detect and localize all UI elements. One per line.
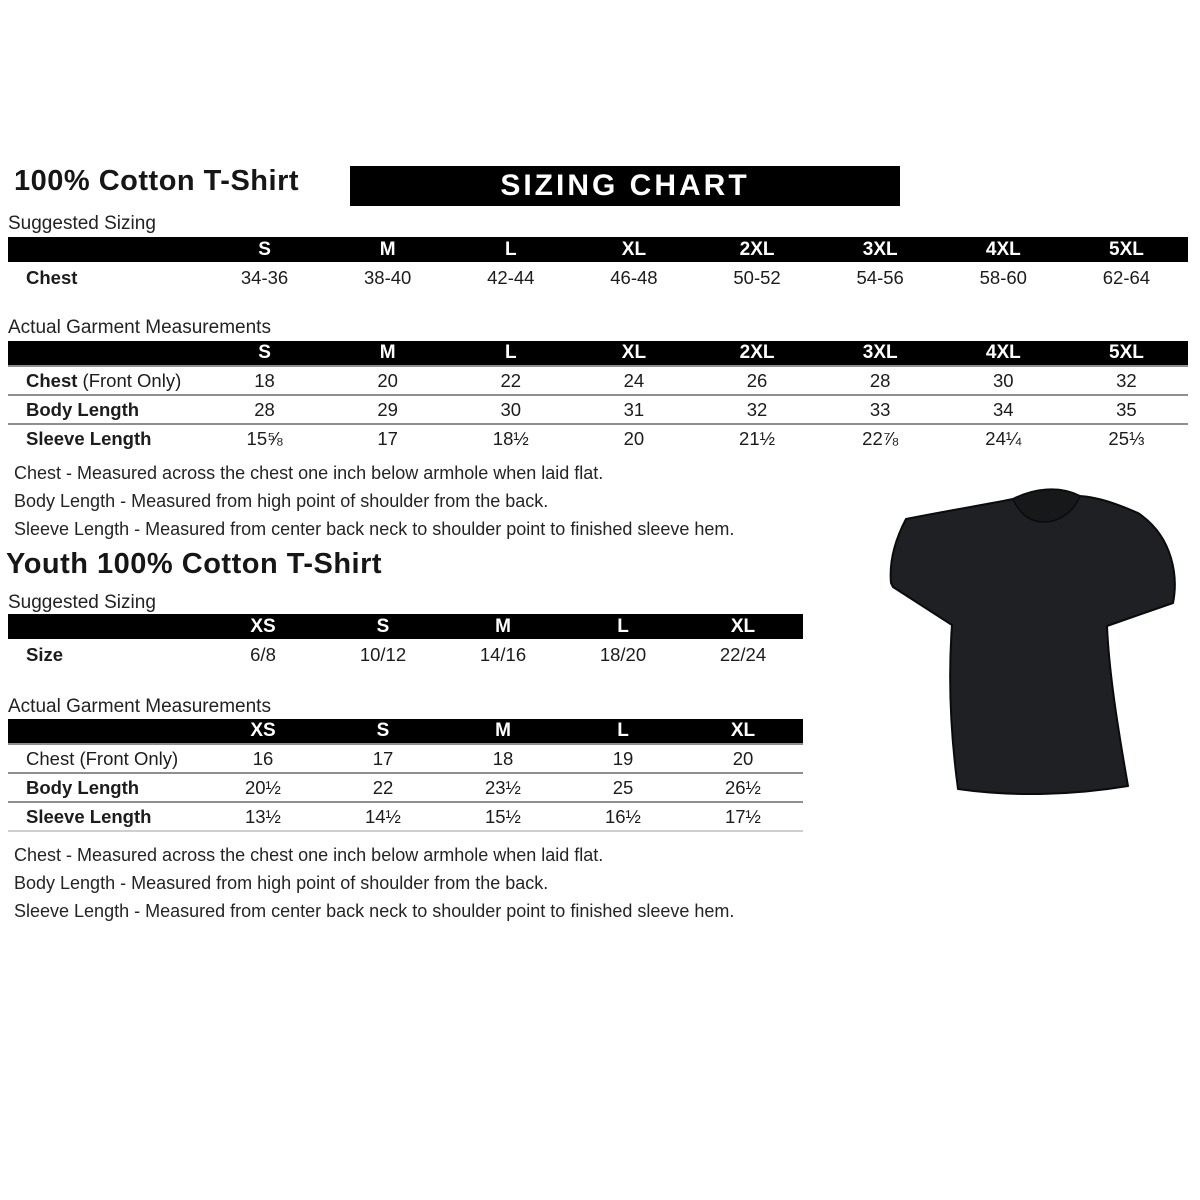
cell: 17 <box>326 424 449 453</box>
cell: 20 <box>572 424 695 453</box>
row-label: Body Length <box>8 395 203 424</box>
size-header: 5XL <box>1065 237 1188 262</box>
table-header-row <box>8 614 803 639</box>
adult-title: 100% Cotton T-Shirt <box>14 165 300 197</box>
size-header: S <box>203 237 326 262</box>
size-header: L <box>563 614 683 639</box>
cell: 22/24 <box>719 643 767 665</box>
cell: 23½ <box>443 773 563 802</box>
size-header: M <box>326 237 449 262</box>
cell: 24 <box>572 366 695 395</box>
cell: 10/12 <box>359 643 407 665</box>
sizing-chart-banner <box>350 166 900 206</box>
cell: 18/20 <box>599 643 647 665</box>
size-header: XS <box>203 614 323 639</box>
black-tshirt-graphic <box>888 477 1195 807</box>
size-header: L <box>563 719 683 744</box>
cell: 31 <box>572 395 695 424</box>
size-header-blank <box>8 341 203 366</box>
cell: 13½ <box>203 802 323 831</box>
size-header: M <box>443 614 563 639</box>
size-header: M <box>326 341 449 366</box>
cell: 20 <box>326 366 449 395</box>
note-chest: Chest - Measured across the chest one inch below armhole when laid flat. <box>14 845 604 865</box>
youth-actual-measurements-label: Actual Garment Measurements <box>8 696 271 717</box>
table-header-row <box>8 719 803 744</box>
cell: 21½ <box>696 424 819 453</box>
size-header: 4XL <box>942 341 1065 366</box>
row-label: Chest <box>26 266 78 288</box>
cell: 19 <box>563 744 683 773</box>
size-header-blank <box>8 237 203 262</box>
adult-actual-measurements-table <box>8 341 1188 453</box>
cell: 15⅝ <box>203 424 326 453</box>
cell: 32 <box>1065 366 1188 395</box>
cell: 25 <box>563 773 683 802</box>
size-header: M <box>443 719 563 744</box>
row-label: Sleeve Length <box>8 424 203 453</box>
table-row <box>8 262 1188 293</box>
row-label: Chest (Front Only) <box>8 744 203 773</box>
size-header: L <box>449 341 572 366</box>
table-row-body-length <box>8 773 803 802</box>
size-header: 2XL <box>696 341 819 366</box>
size-header: 3XL <box>819 237 942 262</box>
size-header: S <box>203 341 326 366</box>
row-label: Size <box>26 643 64 665</box>
size-header: XL <box>572 237 695 262</box>
cell: 26½ <box>683 773 803 802</box>
tshirt-body-shape <box>891 489 1175 794</box>
size-header: S <box>323 614 443 639</box>
table-row-body-length <box>8 395 1188 424</box>
table-row-sleeve-length <box>8 802 803 831</box>
size-header: 2XL <box>696 237 819 262</box>
cell: 16 <box>203 744 323 773</box>
cell: 18½ <box>449 424 572 453</box>
adult-suggested-sizing-label: Suggested Sizing <box>8 213 156 234</box>
cell: 28 <box>819 366 942 395</box>
table-row-sleeve-length <box>8 424 1188 453</box>
youth-title: Youth 100% Cotton T-Shirt <box>6 548 383 580</box>
cell: 62-64 <box>1102 266 1151 288</box>
cell: 30 <box>449 395 572 424</box>
size-header: 3XL <box>819 341 942 366</box>
table-header-row <box>8 237 1188 262</box>
cell: 14/16 <box>479 643 527 665</box>
adult-actual-measurements-label: Actual Garment Measurements <box>8 317 271 338</box>
adult-suggested-sizing-table <box>8 237 1188 293</box>
youth-actual-measurements-table <box>8 719 803 832</box>
cell: 20 <box>683 744 803 773</box>
cell: 18 <box>203 366 326 395</box>
cell: 26 <box>696 366 819 395</box>
size-header: XL <box>572 341 695 366</box>
cell: 25⅓ <box>1065 424 1188 453</box>
table-row-size <box>8 639 803 670</box>
note-sleeve-length: Sleeve Length - Measured from center back neck to shoulder point to finished sleeve hem. <box>14 901 735 921</box>
cell: 28 <box>203 395 326 424</box>
size-header: XS <box>203 719 323 744</box>
cell: 30 <box>942 366 1065 395</box>
size-header: XL <box>683 614 803 639</box>
cell: 42-44 <box>487 266 535 288</box>
cell: 32 <box>696 395 819 424</box>
cell: 54-56 <box>856 266 904 288</box>
cell: 46-48 <box>610 266 658 288</box>
row-label: Chest (Front Only) <box>8 366 203 395</box>
cell: 17½ <box>683 802 803 831</box>
cell: 29 <box>326 395 449 424</box>
cell: 38-40 <box>364 266 412 288</box>
cell: 22 <box>449 366 572 395</box>
tshirt-image <box>888 477 1195 807</box>
cell: 35 <box>1065 395 1188 424</box>
youth-suggested-sizing-label: Suggested Sizing <box>8 592 156 613</box>
cell: 50-52 <box>733 266 781 288</box>
youth-suggested-sizing-table <box>8 614 803 670</box>
sizing-chart-banner-text: SIZING CHART <box>500 169 750 202</box>
size-header: S <box>323 719 443 744</box>
size-header-blank <box>8 719 203 744</box>
size-header-blank <box>8 614 203 639</box>
note-body-length: Body Length - Measured from high point of shoulder from the back. <box>14 873 549 893</box>
cell: 16½ <box>563 802 683 831</box>
cell: 34-36 <box>240 266 289 288</box>
cell: 33 <box>819 395 942 424</box>
cell: 18 <box>443 744 563 773</box>
cell: 24¼ <box>942 424 1065 453</box>
table-row-chest <box>8 366 1188 395</box>
cell: 17 <box>323 744 443 773</box>
cell: 6/8 <box>250 643 276 665</box>
cell: 34 <box>942 395 1065 424</box>
cell: 14½ <box>323 802 443 831</box>
note-body-length: Body Length - Measured from high point of shoulder from the back. <box>14 491 549 511</box>
cell: 22⅞ <box>819 424 942 453</box>
size-header: L <box>449 237 572 262</box>
row-label: Body Length <box>8 773 203 802</box>
cell: 20½ <box>203 773 323 802</box>
size-header: XL <box>683 719 803 744</box>
size-header: 4XL <box>942 237 1065 262</box>
size-header: 5XL <box>1065 341 1188 366</box>
cell: 15½ <box>443 802 563 831</box>
note-chest: Chest - Measured across the chest one inch below armhole when laid flat. <box>14 463 604 483</box>
table-row-chest <box>8 744 803 773</box>
table-header-row <box>8 341 1188 366</box>
row-label: Sleeve Length <box>8 802 203 831</box>
cell: 22 <box>323 773 443 802</box>
cell: 58-60 <box>979 266 1027 288</box>
note-sleeve-length: Sleeve Length - Measured from center back neck to shoulder point to finished sleeve hem. <box>14 519 735 539</box>
